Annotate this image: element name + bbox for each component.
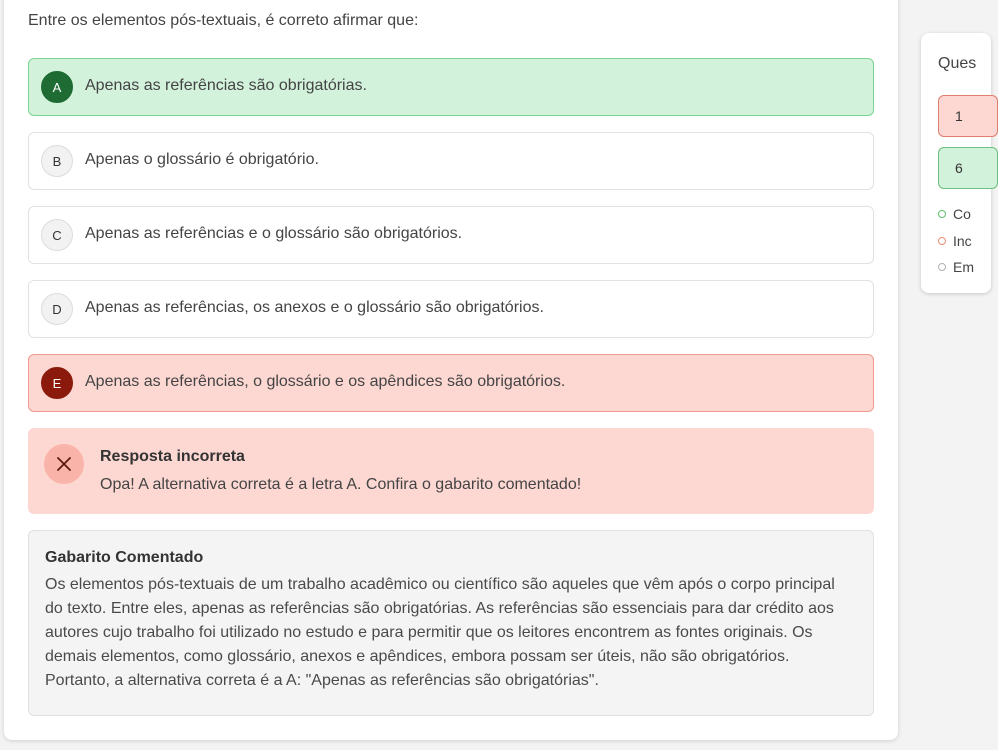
feedback-title: Resposta incorreta	[100, 448, 245, 465]
question-navigator	[921, 33, 991, 293]
option-a[interactable]	[28, 58, 874, 116]
question-text: Entre os elementos pós-textuais, é correto afirmar que:	[28, 12, 419, 29]
option-letter-a: A	[41, 71, 73, 103]
question-button-1[interactable]: 1	[938, 95, 998, 137]
option-letter-c: C	[41, 219, 73, 251]
legend-label-correct: Co	[953, 206, 971, 222]
option-letter-e: E	[41, 367, 73, 399]
option-b[interactable]	[28, 132, 874, 190]
navigator-title: Ques	[938, 55, 977, 72]
gabarito-body: Os elementos pós-textuais de um trabalho acadêmico ou científico são aqueles que vêm após o corpo principal do texto. Entre eles, apenas as referências são obrigatórias. As referências são essenciais para dar crédito aos autores cujo trabalho foi utilizado no estudo e para permitir que os leitores encontrem as fontes originais. Os demais elementos, como glossário, anexos e apêndices, embora possam ser úteis, não são obrigatórios. Portanto, a alternativa correta é a A: "Apenas as referências são obrigatórias".	[45, 576, 835, 689]
legend-label-blank: Em	[953, 259, 974, 275]
legend-dot-blank	[938, 263, 946, 271]
option-e[interactable]	[28, 354, 874, 412]
close-icon	[44, 444, 84, 484]
option-d[interactable]	[28, 280, 874, 338]
option-text-c: Apenas as referências e o glossário são obrigatórios.	[85, 225, 463, 242]
legend-dot-correct	[938, 210, 946, 218]
option-text-a: Apenas as referências são obrigatórias.	[85, 77, 367, 94]
legend-incorrect	[938, 233, 972, 249]
feedback-incorrect	[28, 428, 874, 514]
option-text-d: Apenas as referências, os anexos e o glossário são obrigatórios.	[85, 299, 544, 316]
legend-label-incorrect: Inc	[953, 233, 972, 249]
question-button-6[interactable]: 6	[938, 147, 998, 189]
option-letter-b: B	[41, 145, 73, 177]
option-text-b: Apenas o glossário é obrigatório.	[85, 151, 319, 168]
option-c[interactable]	[28, 206, 874, 264]
legend-correct	[938, 206, 971, 222]
gabarito-title: Gabarito Comentado	[45, 549, 204, 566]
legend-blank	[938, 259, 974, 275]
option-text-e: Apenas as referências, o glossário e os apêndices são obrigatórios.	[85, 373, 566, 390]
option-letter-d: D	[41, 293, 73, 325]
feedback-message: Opa! A alternativa correta é a letra A. Confira o gabarito comentado!	[100, 476, 582, 493]
gabarito-comentado	[28, 530, 874, 716]
legend-dot-incorrect	[938, 237, 946, 245]
